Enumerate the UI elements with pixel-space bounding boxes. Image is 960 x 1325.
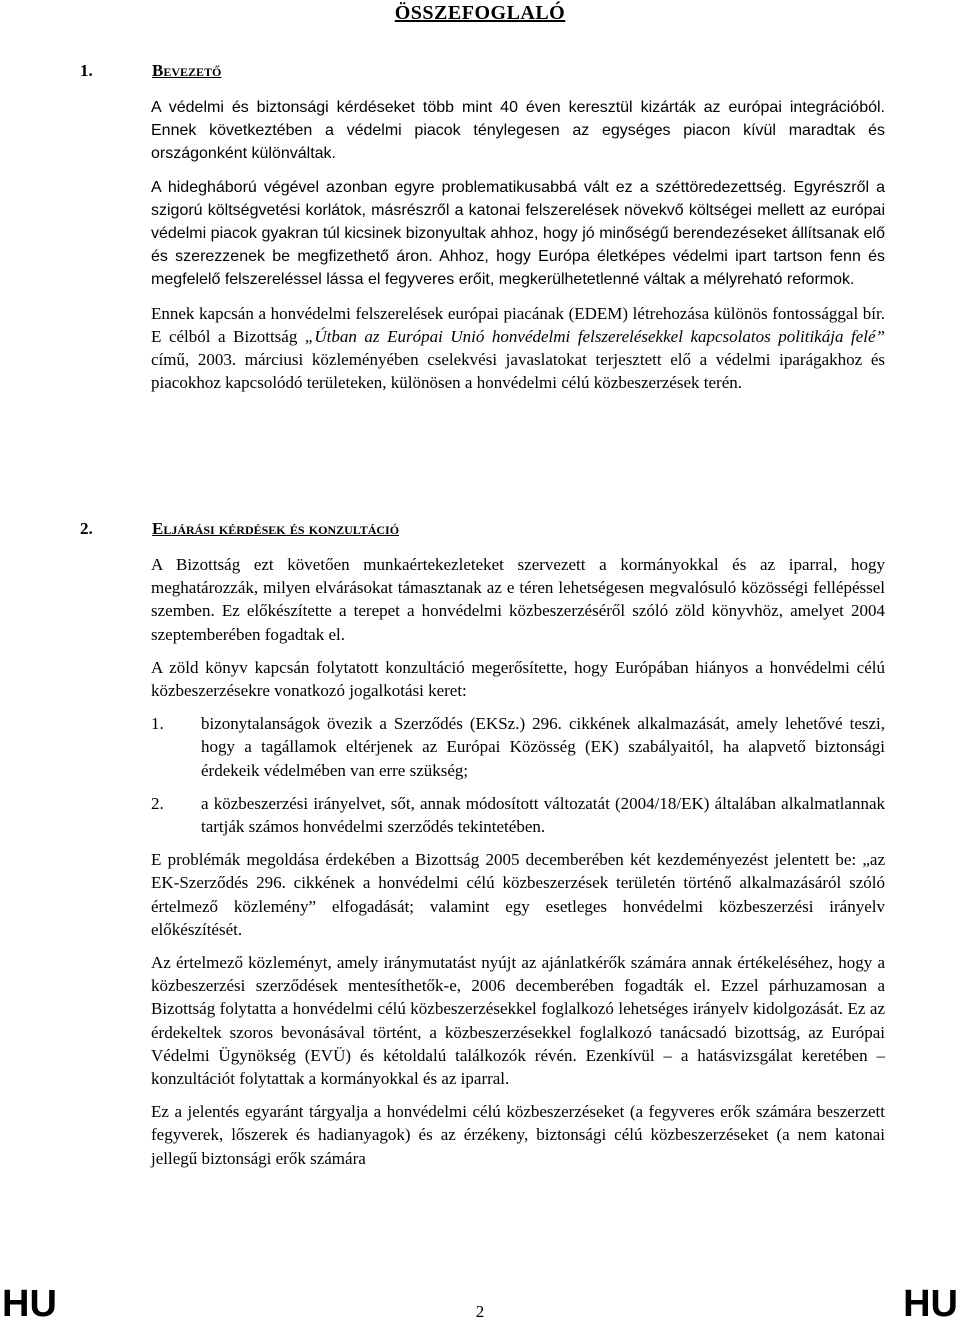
section-heading-introduction (80, 61, 221, 81)
paragraph: A zöld könyv kapcsán folytatott konzultáció megerősítette, hogy Európában hiányos a honvédelmi célú közbeszerzésekre vonatkozó jogalkotási keret: (151, 657, 885, 701)
paragraph: Ez a jelentés egyaránt tárgyalja a honvédelmi célú közbeszerzéseket (a fegyveres erők számára beszerzett fegyverek, lőszerek és hadianyagok) és az érzékeny, biztonsági célú közbeszerzéseket (a nem katonai jellegű biztonsági erők számára (151, 1102, 885, 1168)
list-text: a közbeszerzési irányelvet, sőt, annak módosított változatát (2004/18/EK) általában alkalmatlannak tartják számos honvédelmi szerződés tekintetében. (201, 793, 885, 837)
section-number: 2. (80, 519, 93, 538)
paragraph-text: Ahhoz, hogy Európa életképes védelmi ipart tartson fenn és megfelelő felszereléssel lássa el fegyveres erőit, megkerülhetetlenné váltak a mélyreható reformok. (151, 248, 886, 289)
paragraph-text: című, 2003. márciusi közleményében cselekvési javaslatokat terjesztett elő a védelmi iparágakhoz és piacokhoz kapcsolódó területeken, különösen a honvédelmi célú közbeszerzések terén. (151, 350, 885, 393)
list-item (151, 712, 885, 782)
paragraph (151, 302, 885, 395)
language-code-left: HU (2, 1283, 57, 1325)
list-number: 2. (151, 793, 164, 813)
document-title: ÖSSZEFOGLALÓ (394, 2, 566, 24)
section-1-body (151, 96, 885, 404)
paragraph-text: Ennek kapcsán a honvédelmi felszerelések európai piacának (EDEM) létrehozása különös fontossággal bír. E célból a Bizottság (151, 303, 885, 346)
cited-title: „Útban az Európai Unió honvédelmi felszerelésekkel kapcsolatos politikája felé” (304, 326, 885, 346)
section-title: Eljárási kérdések és konzultáció (152, 519, 400, 538)
paragraph: A védelmi és biztonsági kérdéseket több mint 40 éven keresztül kizárták az európai integrációból. Ennek következtében a védelmi piacok ténylegesen az egységes piacon kívül maradtak és országonként különváltak. (151, 99, 885, 163)
list-number: 1. (151, 714, 164, 734)
sans-block (151, 96, 885, 292)
list-text: bizonytalanságok övezik a Szerződés (EKSz.) 296. cikkének alkalmazását, amely lehetővé teszi, hogy a tagállamok eltérjenek az Európai Közösség (EK) szabályaitól, ha alapvető biztonsági érdekeik védelmében van erre szükség; (201, 714, 885, 780)
paragraph: Az értelmező közleményt, amely iránymutatást nyújt az ajánlatkérők számára annak értékeléséhez, hogy a közbeszerzési szerződések mentesíthetők-e, 2006 decemberében fogadták el. Ezzel párhuzamosan a Bizottság folytatta a honvédelmi célú közbeszerzésekkel foglalkozó lehetséges irányelv kidolgozását. Ez az érdekeltek szoros bevonásával történt, a közbeszerzésekkel foglalkozó tanácsadó bizottság, az Európai Védelmi Ügynökség (EVÜ) és kétoldalú találkozók révén. Ezenkívül – a hatásvizsgálat keretében – konzultációt folytattak a kormányokkal és az iparral. (151, 953, 885, 1089)
page-number: 2 (475, 1302, 485, 1321)
paragraph-text: A hidegháború végével azonban egyre problematikusabbá vált ez a széttöredezettség. Egyrészről a szigorú költségvetési korlátok, másrészről a katonai felszerelések növekvő költségei mellett az európai védelmi piacok gyakran túl kicsinek bizonyultak ahhoz, hogy jó minőségű berendezéseket állítsanak elő és szerezzenek be megfizethető áron. (151, 178, 885, 266)
section-2-body (151, 553, 885, 1180)
section-number: 1. (80, 61, 93, 80)
paragraph: A Bizottság ezt követően munkaértekezleteket szervezett a kormányokkal és az iparral, hogy meghatározzák, milyen elvárásokat támasztanak az e téren lehetségesen megvalósuló közösségi fellépéssel szemben. Ez előkészítette a terepet a honvédelmi közbeszerzéséről szóló zöld könyvhöz, amelyet 2004 szeptemberében fogadtak el. (151, 555, 885, 644)
paragraph (151, 176, 885, 292)
language-code-right: HU (903, 1283, 958, 1325)
list-item (151, 792, 885, 838)
section-title: Bevezető (152, 61, 222, 80)
section-heading-procedure (80, 519, 399, 539)
paragraph: E problémák megoldása érdekében a Bizottság 2005 decemberében két kezdeményezést jelentett be: „az EK-Szerződés 296. cikkének a honvédelmi célú közbeszerzések területén történő alkalmazásáról szóló értelmező közlemény” elfogadását; valamint egy esetleges honvédelmi közbeszerzési irányelv előkészítését. (151, 850, 885, 939)
